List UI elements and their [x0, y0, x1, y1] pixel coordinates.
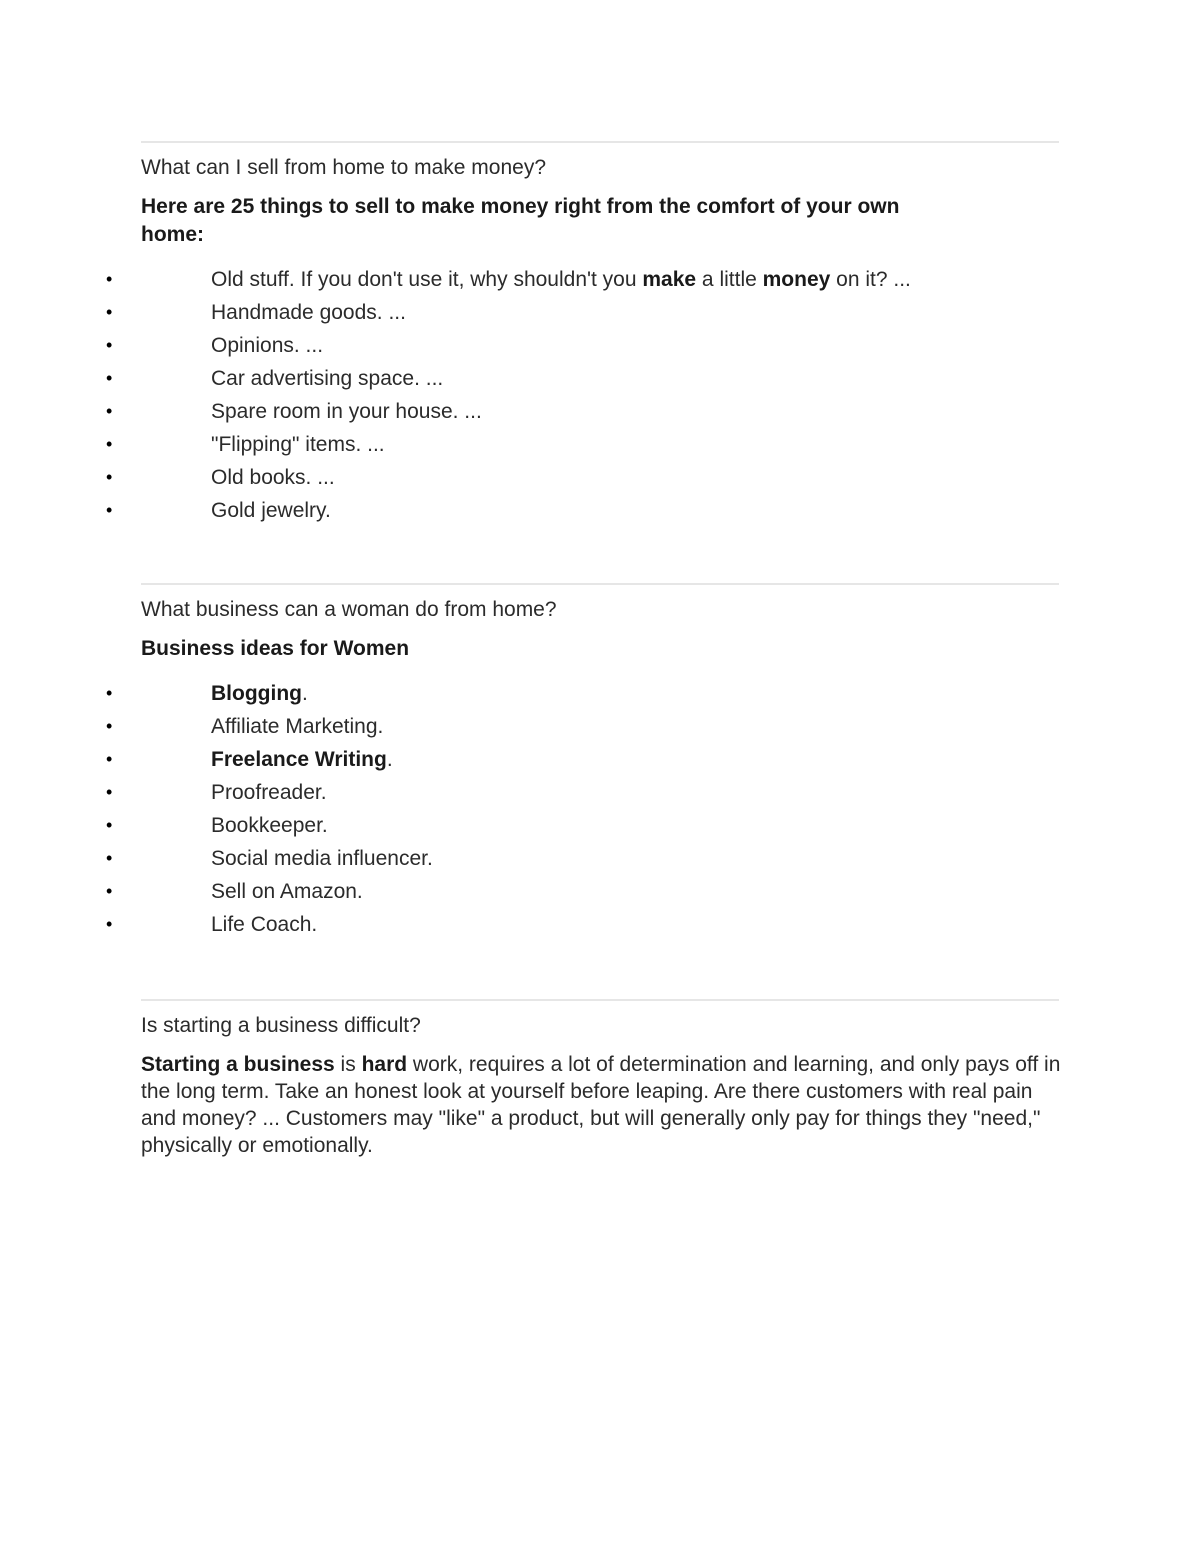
- bullet-icon: •: [106, 401, 113, 421]
- bullet-icon: •: [106, 434, 113, 454]
- list-item: [106, 875, 1059, 908]
- bullet-icon: •: [106, 881, 113, 901]
- bold-text: hard: [361, 1053, 408, 1076]
- bullet-icon: •: [106, 848, 113, 868]
- bold-text: Freelance Writing: [211, 748, 387, 771]
- list-item: [106, 263, 1059, 296]
- text-run: work, requires a lot of determination and learning, and only pays off in the long term. Take an honest look at yourself before leaping. Are there customers with real pain and money? ... Customers may "like" a product, but will generally only pay for things they "need," physically or emotionally.: [141, 1053, 1061, 1157]
- text-run: .: [301, 682, 308, 705]
- list-item: [106, 842, 1059, 875]
- bullet-icon: •: [106, 335, 113, 355]
- question-heading: Is starting a business difficult?: [141, 1014, 421, 1037]
- text-run: Affiliate Marketing.: [211, 715, 384, 738]
- text-run: Gold jewelry.: [211, 499, 331, 522]
- list-item: [106, 776, 1059, 809]
- list-item: [106, 677, 1059, 710]
- bullet-icon: •: [106, 500, 113, 520]
- bullet-icon: •: [106, 749, 113, 769]
- bullet-icon: •: [106, 269, 113, 289]
- bullet-icon: •: [106, 368, 113, 388]
- list-item: [106, 710, 1059, 743]
- section-divider: [141, 999, 1059, 1001]
- text-run: Old books. ...: [211, 466, 335, 489]
- list-item: [106, 494, 1059, 527]
- section-business-for-women: [106, 583, 1059, 941]
- bold-text: money: [762, 268, 831, 291]
- answer-paragraph: [141, 1051, 1061, 1159]
- list-item: [106, 329, 1059, 362]
- section-sell-from-home: [106, 141, 1059, 527]
- list-item: [106, 461, 1059, 494]
- bullet-icon: •: [106, 467, 113, 487]
- list-item: [106, 362, 1059, 395]
- text-run: Spare room in your house. ...: [211, 400, 482, 423]
- list-item: [106, 809, 1059, 842]
- list-item: [106, 296, 1059, 329]
- text-run: Social media influencer.: [211, 847, 433, 870]
- bullet-icon: •: [106, 683, 113, 703]
- list-item: [106, 428, 1059, 461]
- text-run: Opinions. ...: [211, 334, 324, 357]
- text-run: Proofreader.: [211, 781, 327, 804]
- item-list: [106, 677, 1059, 941]
- question-heading: What business can a woman do from home?: [141, 598, 557, 621]
- text-run: Bookkeeper.: [211, 814, 328, 837]
- bold-text: Starting a business: [141, 1053, 335, 1076]
- text-run: Life Coach.: [211, 913, 318, 936]
- section-starting-business: [141, 999, 1059, 1159]
- list-item: [106, 908, 1059, 941]
- list-item: [106, 743, 1059, 776]
- text-run: on it? ...: [830, 268, 911, 291]
- answer-heading: Business ideas for Women: [141, 637, 410, 660]
- text-run: Old stuff. If you don't use it, why shouldn't you: [211, 268, 643, 291]
- item-list: [106, 263, 1059, 527]
- list-item: [106, 395, 1059, 428]
- text-run: Handmade goods. ...: [211, 301, 406, 324]
- text-run: "Flipping" items. ...: [211, 433, 385, 456]
- text-run: a little: [696, 268, 763, 291]
- question-heading: What can I sell from home to make money?: [141, 156, 546, 179]
- section-divider: [141, 141, 1059, 143]
- answer-heading: Here are 25 things to sell to make money right from the comfort of your own home:: [141, 195, 900, 246]
- bullet-icon: •: [106, 815, 113, 835]
- bullet-icon: •: [106, 716, 113, 736]
- bullet-icon: •: [106, 782, 113, 802]
- bullet-icon: •: [106, 302, 113, 322]
- text-run: Car advertising space. ...: [211, 367, 444, 390]
- section-divider: [141, 583, 1059, 585]
- text-run: .: [386, 748, 393, 771]
- bullet-icon: •: [106, 914, 113, 934]
- bold-text: Blogging: [211, 682, 302, 705]
- bold-text: make: [642, 268, 697, 291]
- text-run: is: [334, 1053, 362, 1076]
- text-run: Sell on Amazon.: [211, 880, 363, 903]
